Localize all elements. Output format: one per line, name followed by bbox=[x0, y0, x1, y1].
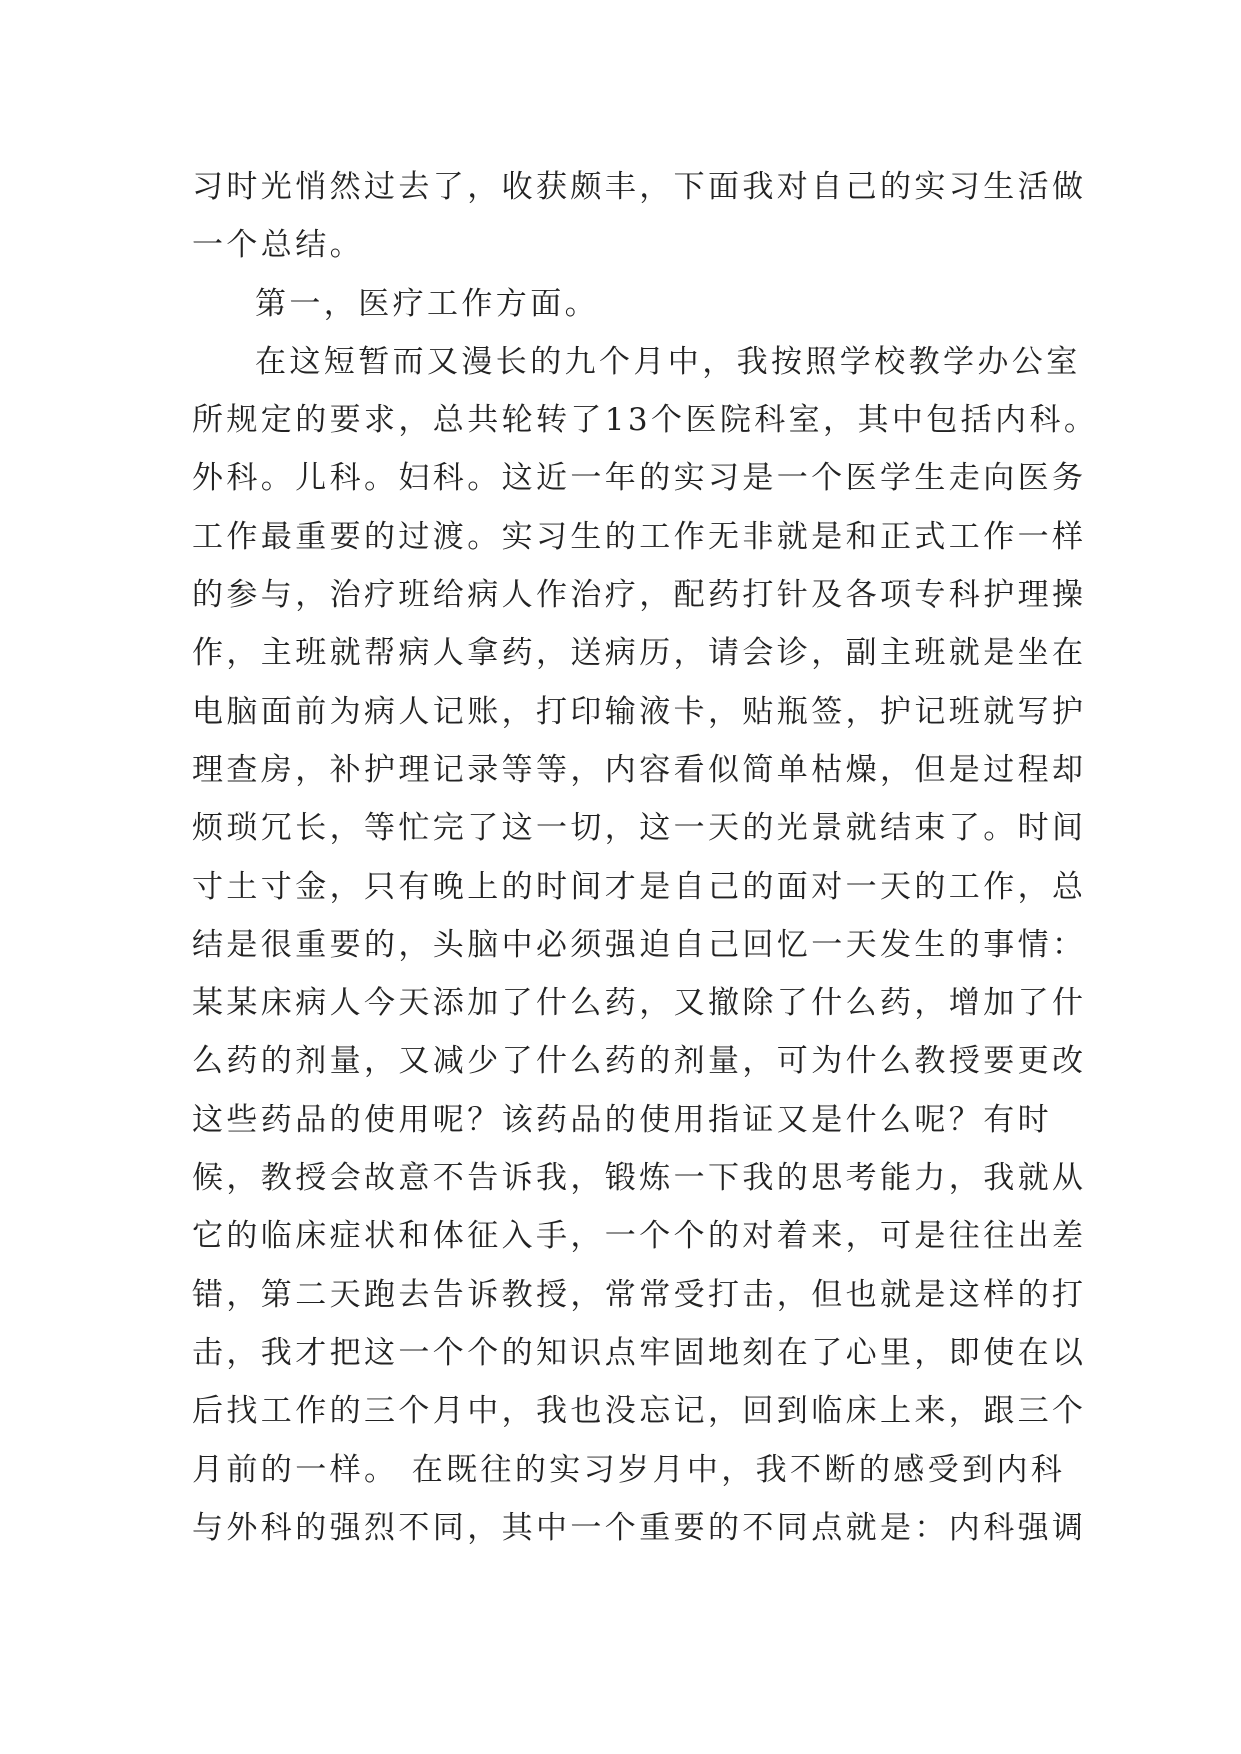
text-line: 寸土寸金，只有晚上的时间才是自己的面对一天的工作，总 bbox=[192, 868, 1087, 905]
body-text bbox=[192, 158, 1099, 1557]
text-line: 工作最重要的过渡。实习生的工作无非就是和正式工作一样 bbox=[192, 518, 1087, 555]
text-line: 外科。儿科。妇科。这近一年的实习是一个医学生走向医务 bbox=[192, 460, 1087, 497]
section-heading: 第一，医疗工作方面。 bbox=[255, 285, 599, 322]
text-line: 理查房，补护理记录等等，内容看似简单枯燥，但是过程却 bbox=[192, 751, 1087, 788]
text-line: 某某床病人今天添加了什么药，又撤除了什么药，增加了什 bbox=[192, 985, 1087, 1022]
text-line: 作，主班就帮病人拿药，送病历，请会诊，副主班就是坐在 bbox=[192, 635, 1087, 672]
paragraph-start-line: 在这短暂而又漫长的九个月中，我按照学校教学办公室 bbox=[255, 343, 1081, 380]
text-line: 与外科的强烈不同，其中一个重要的不同点就是：内科强调 bbox=[192, 1509, 1087, 1546]
text-line: 这些药品的使用呢？该药品的使用指证又是什么呢？有时 bbox=[192, 1101, 1052, 1138]
text-line: 后找工作的三个月中，我也没忘记，回到临床上来，跟三个 bbox=[192, 1393, 1087, 1430]
text-line: 烦琐冗长，等忙完了这一切，这一天的光景就结束了。时间 bbox=[192, 810, 1087, 847]
text-line: 月前的一样。 在既往的实习岁月中，我不断的感受到内科 bbox=[192, 1451, 1066, 1488]
text-line: 候，教授会故意不告诉我，锻炼一下我的思考能力，我就从 bbox=[192, 1160, 1087, 1197]
text-line: 一个总结。 bbox=[192, 227, 364, 264]
text-line: 击，我才把这一个个的知识点牢固地刻在了心里，即使在以 bbox=[192, 1334, 1087, 1371]
text-line: 电脑面前为病人记账，打印输液卡，贴瓶签，护记班就写护 bbox=[192, 693, 1087, 730]
text-line: 么药的剂量，又减少了什么药的剂量，可为什么教授要更改 bbox=[192, 1043, 1087, 1080]
text-line: 错，第二天跑去告诉教授，常常受打击，但也就是这样的打 bbox=[192, 1276, 1087, 1313]
text-line: 所规定的要求，总共轮转了13个医院科室，其中包括内科。 bbox=[192, 402, 1099, 439]
text-line: 它的临床症状和体征入手，一个个的对着来，可是往往出差 bbox=[192, 1218, 1087, 1255]
text-line: 结是很重要的，头脑中必须强迫自己回忆一天发生的事情： bbox=[192, 926, 1087, 963]
text-line: 的参与，治疗班给病人作治疗，配药打针及各项专科护理操 bbox=[192, 577, 1087, 614]
text-line: 习时光悄然过去了，收获颇丰，下面我对自己的实习生活做 bbox=[192, 169, 1087, 205]
